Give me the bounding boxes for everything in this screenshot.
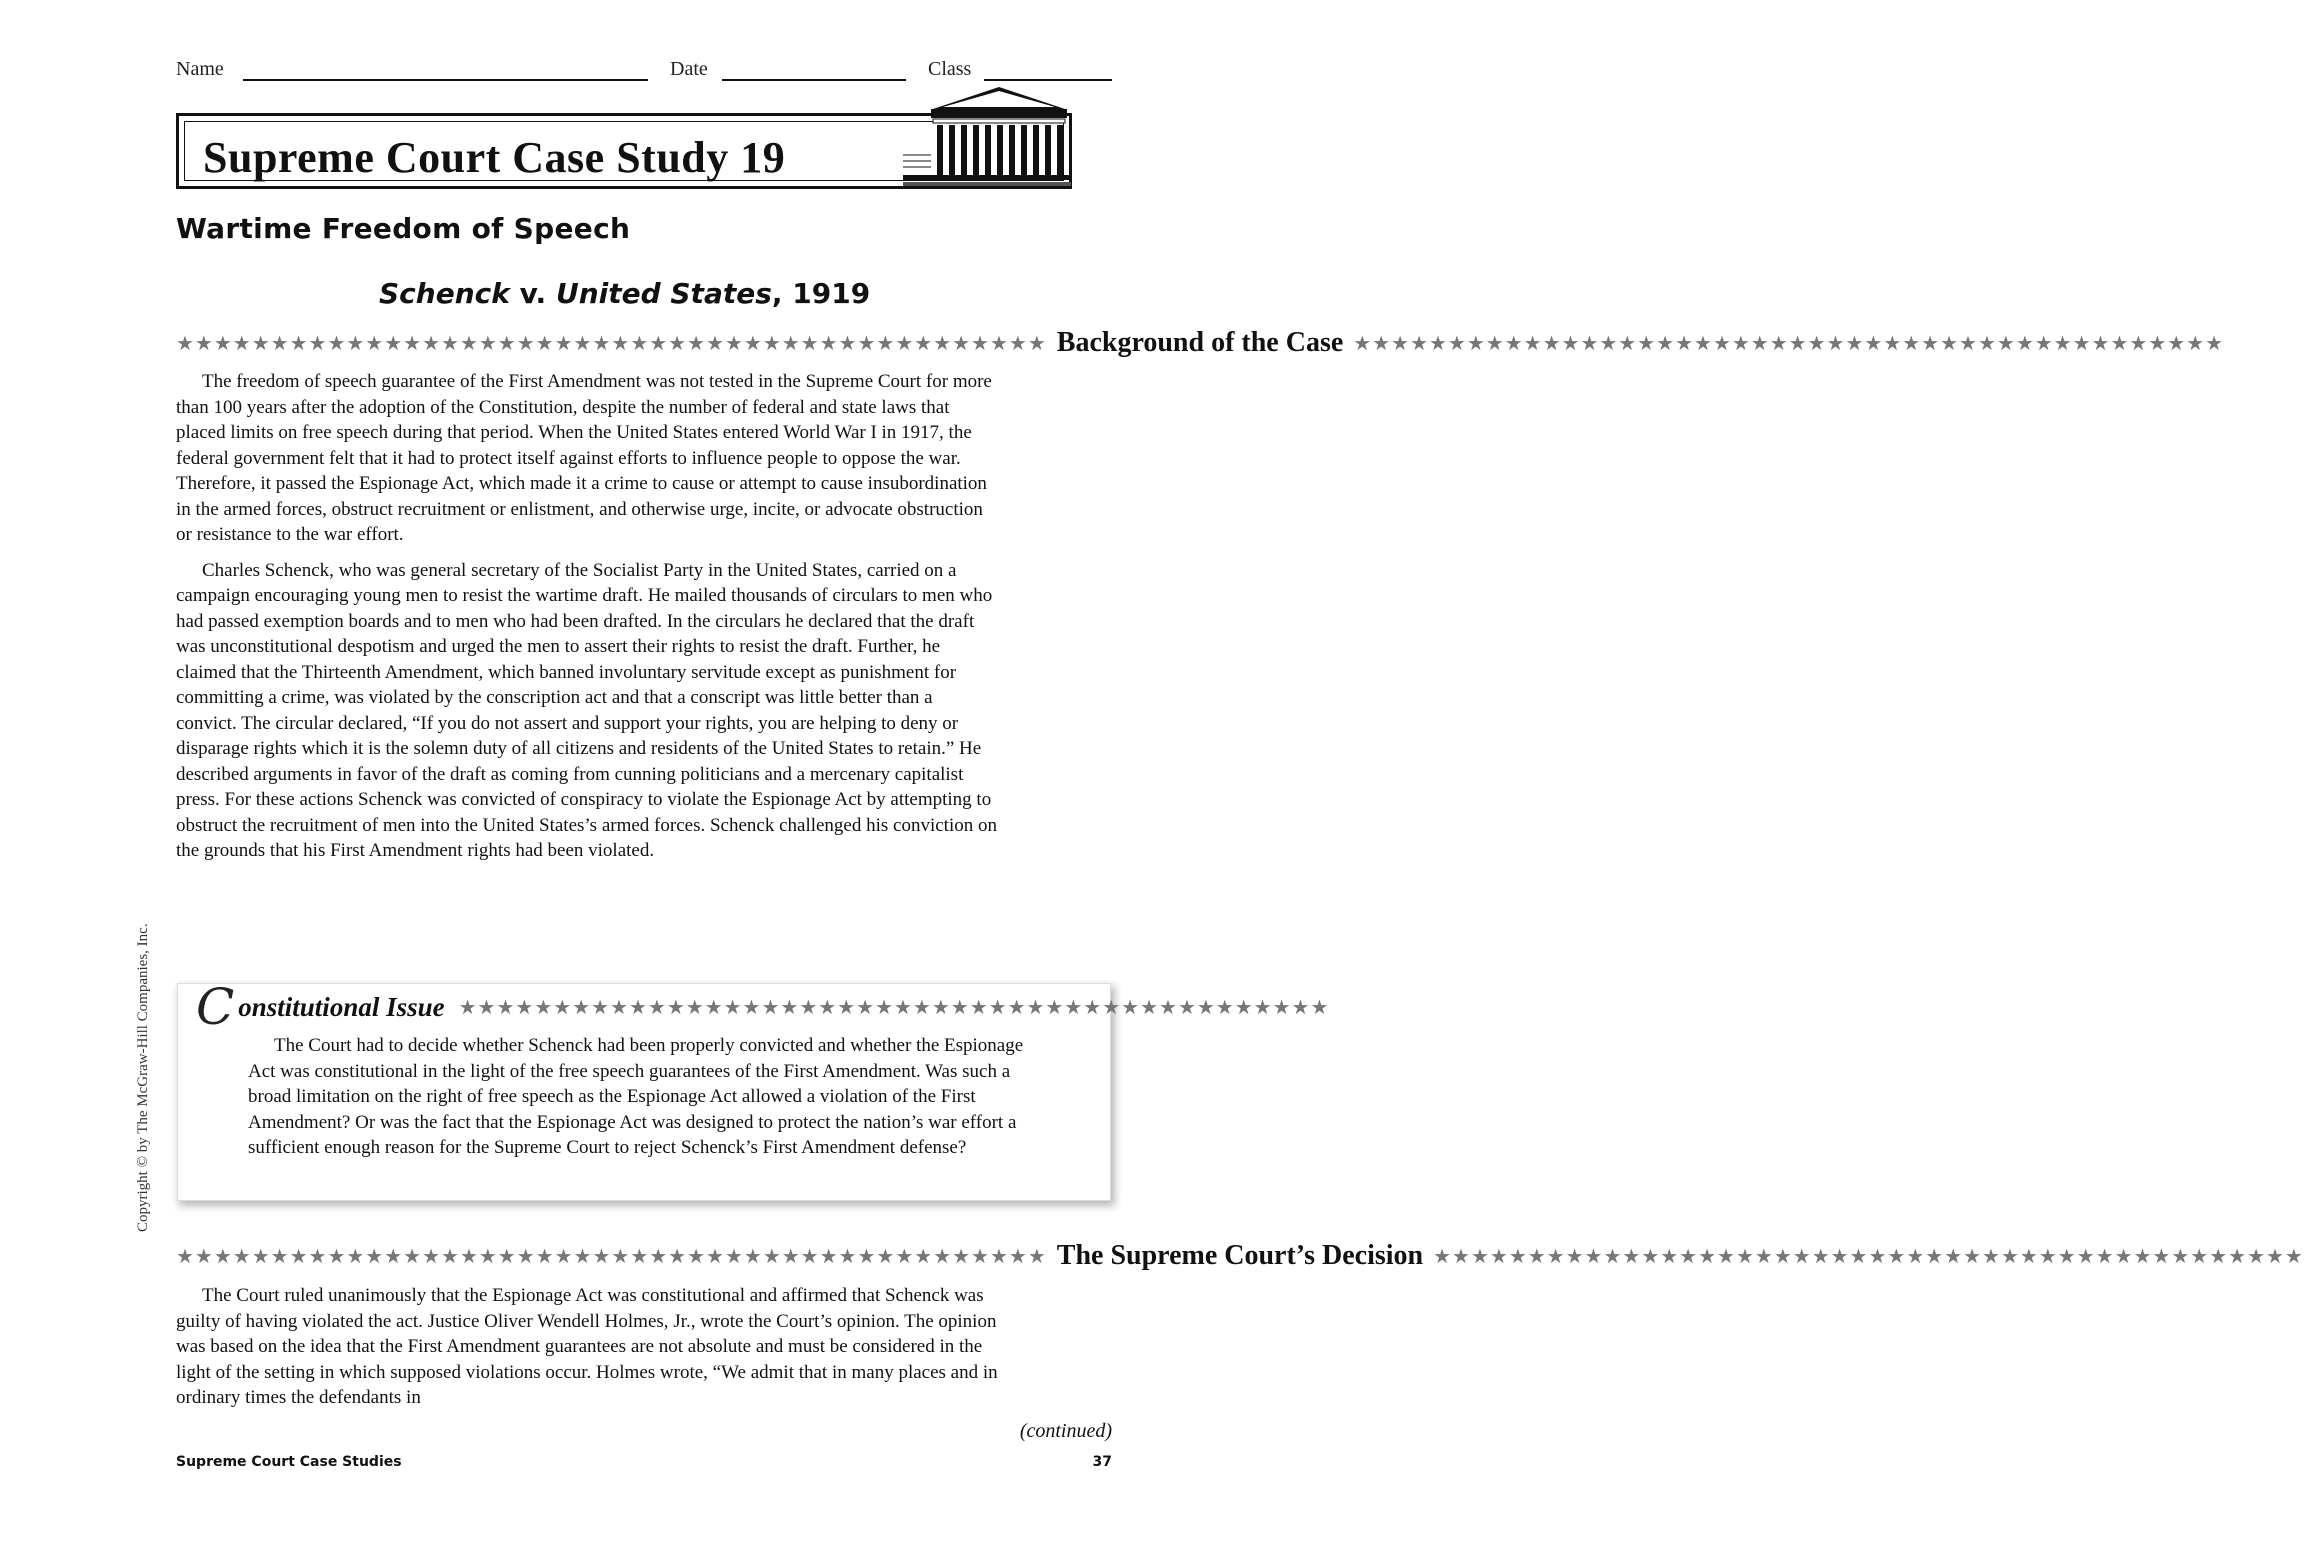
page-number: 37	[1092, 1454, 1112, 1470]
decision-paragraph: The Court ruled unanimously that the Espionage Act was constitutional and affirmed that Schenck was guilty of having violated the act. Justice Oliver Wendell Holmes, Jr., wrote the Court’s opinion. The opinion was based on the idea that the First Amendment guarantees are not absolute and must be considered in the light of the setting in which supposed violations occur. Holmes wrote, “We admit that in many places and in ordinary times the defendants in	[176, 1285, 998, 1408]
class-label: Class	[928, 58, 972, 80]
footer-title: Supreme Court Case Studies	[176, 1454, 402, 1470]
case-year: , 1919	[771, 277, 871, 310]
decision-heading: The Supreme Court’s Decision	[1056, 1240, 1424, 1271]
date-label: Date	[670, 58, 708, 80]
background-paragraph-2: Charles Schenck, who was general secretary of the Socialist Party in the United States, carried on a campaign encouraging young men to resist the wartime draft. He mailed thousands of circulars to men who had passed exemption boards and to men who had been drafted. In the circulars he declared that the draft was unconstitutional despotism and urged the men to assert their rights to resist the draft. Further, he claimed that the Thirteenth Amendment, which banned involuntary servitude except as punishment for committing a crime, was violated by the conscription act and that a conscript was little better than a convict. The circular declared, “If you do not assert and support your rights, you are helping to deny or disparage rights which it is the solemn duty of all citizens and residents of the United States to retain.” He described arguments in favor of the draft as coming from cunning politicians and a mercenary capitalist press. For these actions Schenck was convicted of conspiracy to violate the Espionage Act by attempting to obstruct the recruitment of men into the United States’s armed forces. Schenck challenged his conviction on the grounds that his First Amendment rights had been violated.	[176, 559, 997, 861]
date-field-line[interactable]	[722, 79, 906, 81]
supreme-court-building-icon	[903, 85, 1071, 189]
continued-note: (continued)	[1019, 1420, 1112, 1442]
issue-text: The Court had to decide whether Schenck had been properly convicted and whether the Espionage Act was constitutional in the light of the free speech guarantees of the First Amendment. Was such a broad limitation on the right of free speech as the Espionage Act allowed a violation of the First Amendment? Or was the fact that the Espionage Act was designed to protect the nation’s war effort a sufficient enough reason for the Supreme Court to reject Schenck’s First Amendment defense?	[248, 1035, 1024, 1158]
issue-heading-row	[196, 978, 1330, 1036]
page-title: Supreme Court Case Study 19	[203, 133, 786, 182]
name-field-line[interactable]	[243, 79, 648, 81]
star-divider-left: ★★★★★★★★★★★★★★★★★★★★★★★★★★★★★★★★★★★★★★★★★★★★★★	[176, 1244, 1047, 1268]
star-divider-right: ★★★★★★★★★★★★★★★★★★★★★★★★★★★★★★★★★★★★★★★★★★★★★★	[1353, 331, 2225, 355]
background-body	[176, 369, 998, 864]
name-label: Name	[176, 58, 224, 80]
title-box	[176, 113, 1072, 189]
case-party-2: United States	[555, 277, 772, 310]
subtitle: Wartime Freedom of Speech	[176, 212, 631, 245]
decision-heading-row	[176, 1238, 2304, 1274]
background-paragraph-1: The freedom of speech guarantee of the First Amendment was not tested in the Supreme Court for more than 100 years after the adoption of the Constitution, despite the number of federal and state laws that placed limits on free speech during that period. When the United States entered World War I in 1917, the federal government felt that it had to protect itself against efforts to influence people to oppose the war. Therefore, it passed the Espionage Act, which made it a crime to cause or attempt to cause insubordination in the armed forces, obstruct recruitment or enlistment, and otherwise urge, incite, or advocate obstruction or resistance to the war effort.	[176, 371, 992, 545]
case-title	[379, 277, 870, 310]
background-heading: Background of the Case	[1056, 327, 1344, 358]
issue-heading: onstitutional Issue	[238, 991, 445, 1022]
star-divider-right: ★★★★★★★★★★★★★★★★★★★★★★★★★★★★★★★★★★★★★★★★★★★★★★	[1433, 1244, 2304, 1268]
copyright-notice: Copyright © by The McGraw-Hill Companies, Inc.	[135, 923, 151, 1232]
case-party-1: Schenck	[379, 277, 510, 310]
class-field-line[interactable]	[984, 79, 1112, 81]
star-divider-left: ★★★★★★★★★★★★★★★★★★★★★★★★★★★★★★★★★★★★★★★★★★★★★★	[176, 331, 1047, 355]
decision-body	[176, 1283, 998, 1411]
background-heading-row	[176, 325, 2225, 361]
issue-initial-letter: C	[196, 978, 235, 1036]
issue-star-divider: ★★★★★★★★★★★★★★★★★★★★★★★★★★★★★★★★★★★★★★★★★★★★★★	[458, 995, 1330, 1019]
constitutional-issue-box	[178, 978, 1330, 1200]
case-versus: v.	[509, 277, 556, 310]
